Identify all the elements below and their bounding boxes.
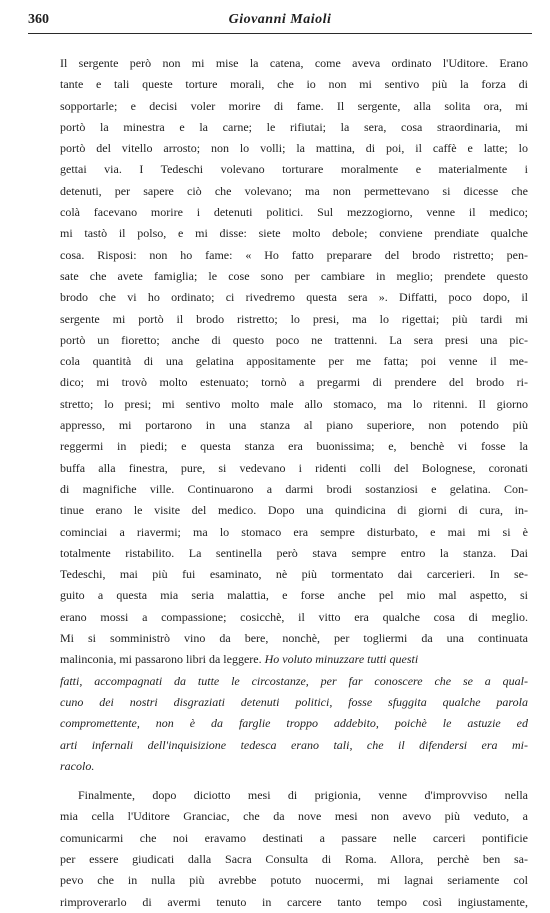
text-line: appresso, mi portarono in una stanza al piano superiore, non potendo più	[60, 418, 528, 433]
paragraph-gap	[60, 777, 528, 785]
text-line: erano mossi a compassione; cosicchè, il vitto era qualche cosa di meglio.	[60, 609, 528, 624]
text-line: reggermi in piedi; e questa stanza era buonissima; e, benchè vi fosse la	[60, 439, 528, 454]
text-line: mi tastò il polso, e mi disse: siete molto debole; conviene prendiate qualche	[60, 226, 528, 241]
text-line: buffa alla finestra, pure, si vedevano i ridenti colli del Bolognese, coronati	[60, 460, 528, 475]
text-line: tante e tali queste torture morali, che io non mi sentivo più la forza di	[60, 77, 528, 92]
text-line: sate che avete famiglia; le cose sono per cambiare in meglio; prendete questo	[60, 268, 528, 283]
text-line: totalmente ristabilito. La sentinella però stava sempre entro la stanza. Dai	[60, 545, 528, 560]
text-line: colà facevano morire i detenuti politici. Sul mezzogiorno, venne il medico;	[60, 205, 528, 220]
text-line: stretto; lo presi; mi sentivo molto male allo stomaco, ma lo ritenni. Il giorno	[60, 396, 528, 411]
paragraph-1	[60, 53, 528, 777]
text-line: Tedeschi, mai più fui esaminato, nè più tormentato dai carcerieri. In se-	[60, 567, 528, 582]
text-line: pevo che in nulla più avrebbe potuto nuocermi, mi lagnai seriamente col	[60, 873, 528, 888]
italic-line: fatti, accompagnati da tutte le circostanze, per far conoscere che se a qual-	[60, 673, 528, 688]
body-text	[60, 53, 528, 913]
text-line: mia cella l'Uditore Granciac, che da nove mesi non avevo più veduto, a	[60, 809, 528, 824]
text-line: sergente mi portò il brodo ristretto; lo presi, ma lo rigettai; più tardi mi	[60, 311, 528, 326]
text-line: per essere giudicati dalla Sacra Consulta di Roma. Allora, perchè ben sa-	[60, 851, 528, 866]
text-line: portò un fioretto; anche di questo poco ne trattenni. La sera presi una pic-	[60, 332, 528, 347]
page-header	[28, 12, 532, 32]
text-line: cosa. Risposi: non ho fame: « Ho fatto preparare del brodo ristretto; pen-	[60, 247, 528, 262]
text-line: comunicarmi che noi eravamo destinati a passare nelle carceri pontificie	[60, 830, 528, 845]
text-line: brodo che vi ho ordinato; ci rivedremo questa sera ». Diffatti, poco dopo, il	[60, 290, 528, 305]
text-span: malinconia, mi passarono libri da leggere.	[60, 652, 262, 667]
text-line: portò del vitello arrosto; non lo volli; la mattina, di poi, il caffè e latte; lo	[60, 141, 528, 156]
text-line: guito a questa mia seria malattia, e forse anche pel mio mal aspetto, si	[60, 588, 528, 603]
italic-line: arti infernali dell'inquisizione tedesca erano tali, che il difendersi era mi-	[60, 737, 528, 752]
running-title: Giovanni Maioli	[228, 12, 332, 27]
text-line: sopportarle; e decisi voler morire di fame. Il sergente, alla solita ora, mi	[60, 98, 528, 113]
text-line: detenuti, per sapere ciò che volevano; ma non permettevano si dicesse che	[60, 183, 528, 198]
paragraph-2	[60, 785, 528, 913]
text-line: gettai via. I Tedeschi volevano torturare moralmente e materialmente i	[60, 162, 528, 177]
text-line: dico; mi trovò molto estenuato; tornò a pregarmi di prendere del brodo ri-	[60, 375, 528, 390]
text-line: rimproverarlo di avermi tenuto in carcere tanto tempo così ingiustamente,	[60, 894, 528, 909]
text-line: cola quantità di una gelatina appositamente per me fatta; poi venne il me-	[60, 354, 528, 369]
text-line: di magnifiche ville. Continuarono a darmi brodi sostanziosi e gelatina. Con-	[60, 481, 528, 496]
text-line-mixed	[60, 649, 528, 670]
italic-line: cuno dei nostri disgraziati detenuti politici, fosse sfuggita qualche parola	[60, 694, 528, 709]
italic-span: Ho voluto minuzzare tutti questi	[264, 652, 419, 667]
text-line: portò la minestra e la carne; le rifiutai; la sera, cosa straordinaria, mi	[60, 119, 528, 134]
italic-line: racolo.	[60, 758, 95, 773]
text-line: Mi si somministrò vino da bere, nonchè, per togliermi da una continuata	[60, 631, 528, 646]
text-line: tinue erano le visite del medico. Dopo una quindicina di giorni di cura, in-	[60, 503, 528, 518]
text-line: cominciai a riavermi; ma lo stomaco era sempre disturbato, e mai mi si è	[60, 524, 528, 539]
page-number: 360	[28, 12, 49, 27]
italic-line: compromettente, non è da farglie troppo addebito, poichè le astuzie ed	[60, 716, 528, 731]
text-line: Finalmente, dopo diciotto mesi di prigionia, venne d'improvviso nella	[78, 788, 528, 803]
text-line: Il sergente però non mi mise la catena, come aveva ordinato l'Uditore. Erano	[60, 56, 528, 70]
header-rule	[28, 33, 532, 34]
